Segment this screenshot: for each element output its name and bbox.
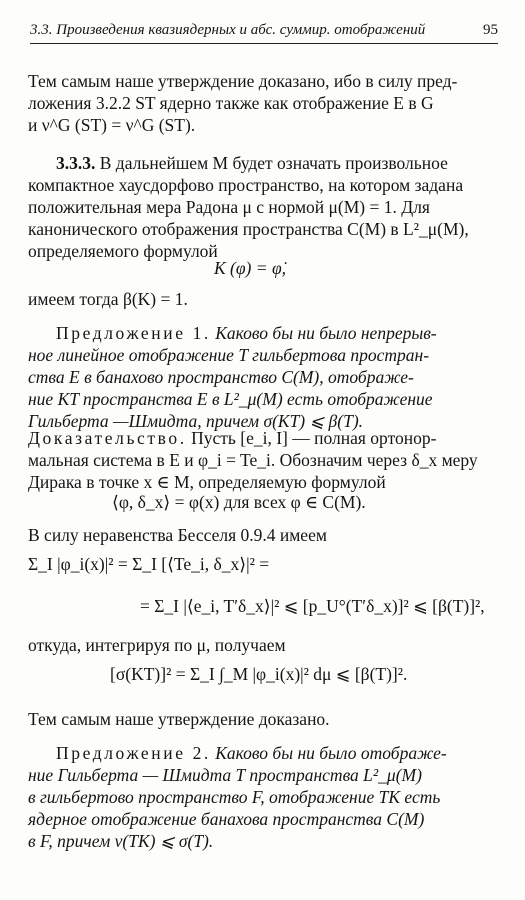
text-line: ядерное отображение банахова пространства C(M): [28, 809, 425, 829]
text-line: Дирака в точке x ∈ M, определяемую формулой: [28, 472, 386, 492]
proof: [28, 427, 498, 493]
text-line: мальная система в E и φ_i = Te_i. Обозначим через δ_x меру: [28, 450, 478, 470]
text-line: ное линейное отображение T гильбертова простран-: [28, 345, 430, 365]
text-line: ние Гильберта — Шмидта T пространства L²_μ(M): [28, 765, 422, 785]
formula-integral: [σ(KT)]² = Σ_I ∫_M |φ_i(x)|² dμ ⩽ [β(T)]².: [110, 664, 408, 684]
text-line: канонического отображения пространства C(M) в L²_μ(M),: [28, 219, 469, 239]
text-line: имеем тогда β(K) = 1.: [28, 289, 188, 309]
text-line: Гильберта —Шмидта, причем σ(KT) ⩽ β(T).: [28, 411, 364, 431]
proposition-1: [28, 322, 498, 432]
text-line: определяемого формулой: [28, 241, 218, 261]
text-line: в гильбертово пространство F, отображение TK есть: [28, 787, 441, 807]
proposition-label: Предложение 2.: [56, 743, 211, 763]
formula-dirac: ⟨φ, δ_x⟩ = φ(x) для всех φ ∈ C(M).: [112, 492, 366, 512]
page-number: 95: [483, 22, 498, 38]
text-line: В силу неравенства Бесселя 0.9.4 имеем: [28, 525, 327, 545]
text-line: Каково бы ни было отображе-: [215, 743, 447, 763]
section-number: 3.3.3.: [56, 153, 96, 173]
text-line: откуда, интегрируя по μ, получаем: [28, 635, 286, 655]
text-line: в F, причем ν(TK) ⩽ σ(T).: [28, 831, 214, 851]
proof-label: Доказательство.: [28, 428, 187, 448]
text-line: Пусть [e_i, I] — полная ортонор-: [191, 428, 437, 448]
text-line: В дальнейшем M будет означать произвольное: [99, 153, 448, 173]
text-line: ложения 3.2.2 ST ядерно также как отображение E в G: [28, 93, 434, 113]
formula-K: K (φ) = φ̇,: [214, 258, 286, 278]
paragraph-conclusion: [28, 70, 498, 136]
text-line: Каково бы ни было непрерыв-: [215, 323, 437, 343]
running-header: [30, 22, 498, 44]
proposition-2: [28, 742, 498, 852]
text-line: положительная мера Радона μ с нормой μ(M) = 1. Для: [28, 197, 430, 217]
section-3-3-3: [28, 152, 498, 262]
text-line: и ν^G (ST) = ν^G (ST).: [28, 115, 196, 135]
text-line: Тем самым наше утверждение доказано.: [28, 709, 330, 729]
text-line: ства E в банахово пространство C(M), отображе-: [28, 367, 414, 387]
formula-bessel-1: Σ_I |φ_i(x)|² = Σ_I [⟨Te_i, δ_x⟩|² =: [28, 554, 270, 574]
text-line: ние KT пространства E в L²_μ(M) есть отображение: [28, 389, 433, 409]
formula-bessel-2: = Σ_I |⟨e_i, T′δ_x⟩|² ⩽ [p_U°(T′δ_x)]² ⩽ [β(T)]²,: [140, 596, 485, 616]
text-line: Тем самым наше утверждение доказано, ибо в силу пред-: [28, 71, 458, 91]
text-line: компактное хаусдорфово пространство, на котором задана: [28, 175, 464, 195]
header-title: 3.3. Произведения квазиядерных и абс. суммир. отображений: [30, 22, 426, 38]
proposition-label: Предложение 1.: [56, 323, 211, 343]
